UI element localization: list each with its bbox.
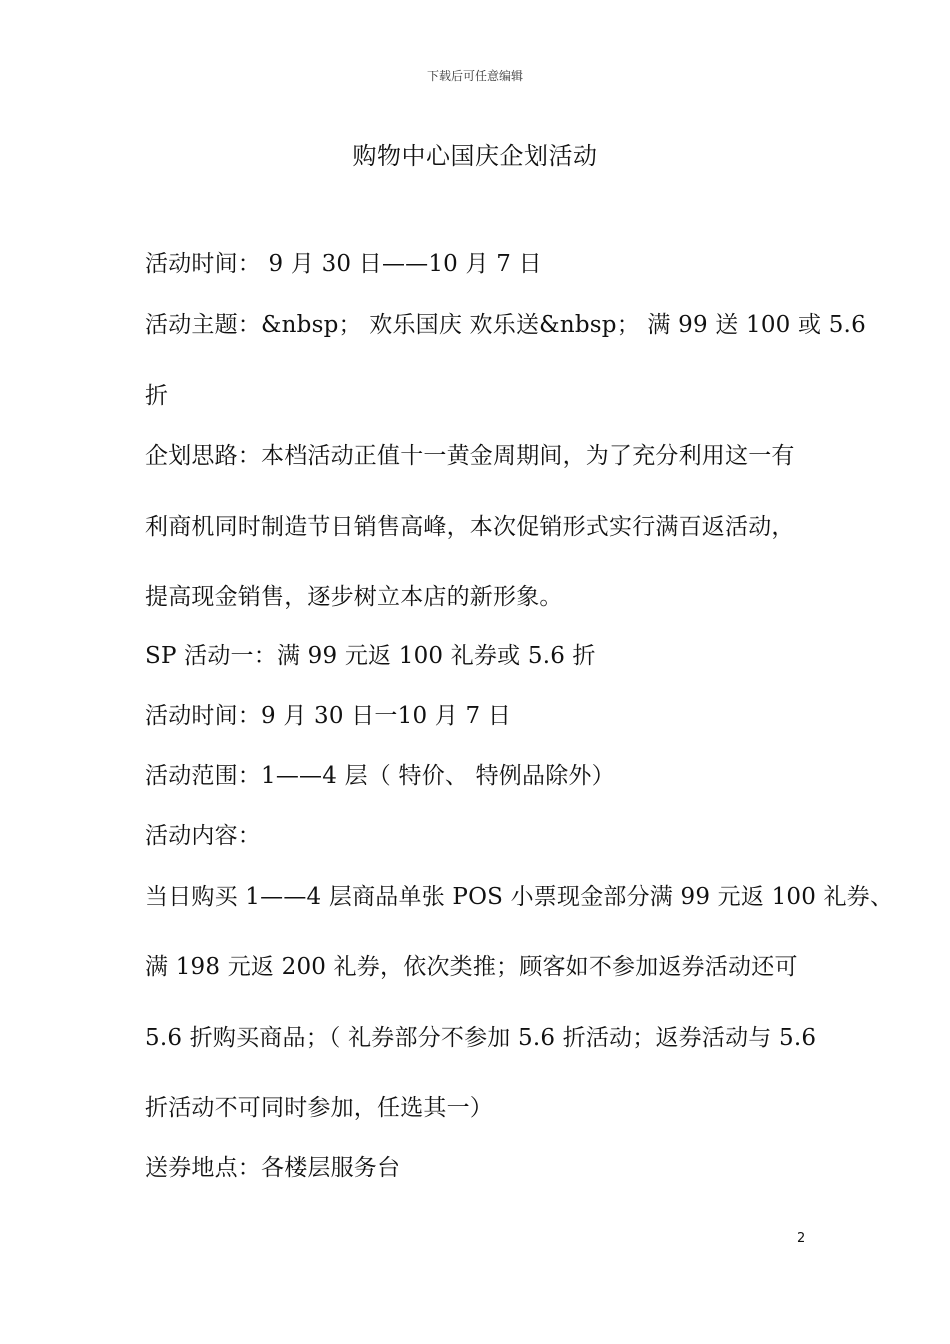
body-line-activity-content-cont1: 满 198 元返 200 礼券，依次类推；顾客如不参加返券活动还可 — [145, 954, 798, 980]
body-line-activity-theme: 活动主题：&nbsp； 欢乐国庆 欢乐送&nbsp； 满 99 送 100 或 5.6 — [145, 312, 866, 338]
body-line-planning-idea: 企划思路：本档活动正值十一黄金周期间，为了充分利用这一有 — [145, 443, 795, 469]
body-line-activity-content-cont3: 折活动不可同时参加，任选其一） — [145, 1095, 493, 1121]
body-line-activity-time: 活动时间： 9 月 30 日——10 月 7 日 — [145, 251, 542, 277]
body-line-activity-content: 当日购买 1——4 层商品单张 POS 小票现金部分满 99 元返 100 礼券、 — [145, 884, 894, 910]
body-line-planning-idea-cont1: 利商机同时制造节日销售高峰，本次促销形式实行满百返活动， — [145, 514, 795, 540]
header-note: 下载后可任意编辑 — [426, 69, 523, 83]
page-number: 2 — [797, 1231, 806, 1246]
body-line-sp-activity-one: SP 活动一：满 99 元返 100 礼券或 5.6 折 — [145, 643, 596, 669]
body-line-planning-idea-cont2: 提高现金销售，逐步树立本店的新形象。 — [145, 584, 563, 610]
body-line-voucher-location: 送券地点：各楼层服务台 — [145, 1155, 401, 1181]
body-line-activity-content-cont2: 5.6 折购买商品；（ 礼券部分不参加 5.6 折活动；返券活动与 5.6 — [145, 1025, 817, 1051]
body-line-activity-scope: 活动范围：1——4 层（ 特价、 特例品除外） — [145, 763, 615, 789]
body-line-sp-activity-time: 活动时间：9 月 30 日一10 月 7 日 — [145, 703, 512, 729]
body-line-activity-theme-cont: 折 — [145, 383, 169, 409]
document-title: 购物中心国庆企划活动 — [352, 142, 598, 170]
body-line-activity-content-heading: 活动内容： — [145, 823, 261, 849]
